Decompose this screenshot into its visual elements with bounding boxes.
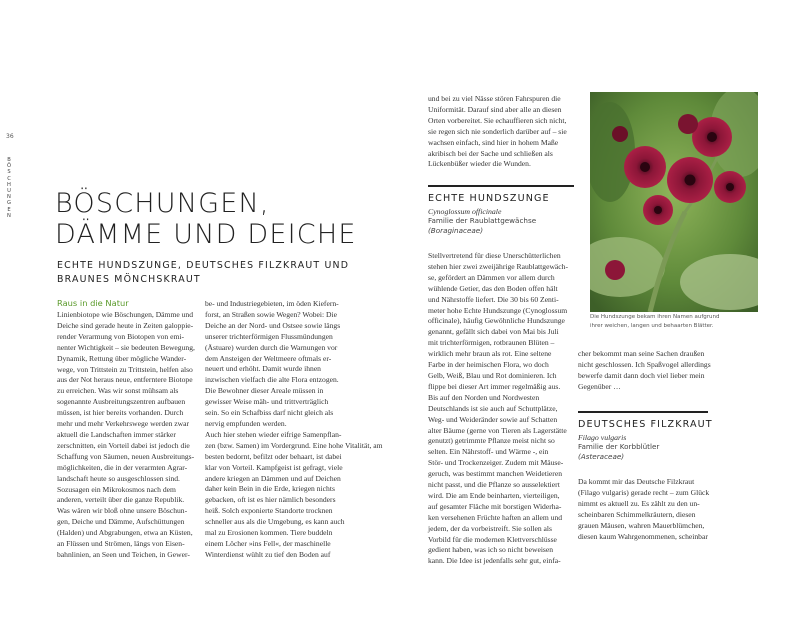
running-head-letter: U bbox=[7, 188, 11, 195]
text-line: (Halden) und Abgrabungen, etwa an Küsten, bbox=[57, 528, 193, 538]
text-line: Deiche sind gerade heute in Zeiten galoppie- bbox=[57, 320, 194, 330]
running-head-letter: S bbox=[7, 169, 11, 176]
text-line: Gelb, Weiß, Blau und Rot dominieren. Ich bbox=[428, 370, 557, 380]
running-head-letter: G bbox=[6, 200, 12, 207]
species-heading: DEUTSCHES FILZKRAUT bbox=[578, 419, 713, 430]
text-line: sogenannte Ausbreitungszentren aufbauen bbox=[57, 397, 186, 407]
text-line: wege, von Trittstein zu Trittstein, helfen also bbox=[57, 364, 193, 374]
text-line: nicht geschlossen. Ich Spaßvogel allerdings bbox=[578, 359, 711, 369]
caption-line: ihrer weichen, langen und behaarten Blätter. bbox=[590, 323, 714, 329]
text-line: Vorbild für die modernen Klettverschlüsse bbox=[428, 534, 557, 544]
text-line: geruch, was bestimmt manchen Weidetieren bbox=[428, 469, 562, 479]
text-line: Lückenbüßer wieder die Wunden. bbox=[428, 159, 531, 169]
text-line: wachsen einfach, sind hier in hohem Maße bbox=[428, 137, 559, 147]
text-line: grauen Mäusen, wahren Mauerblümchen, bbox=[578, 520, 705, 530]
species-latin-name: Filago vulgaris bbox=[578, 433, 627, 442]
family-line: (Boraginaceae) bbox=[428, 226, 484, 235]
text-line: Auch hier stehen wieder eifrige Samenpflan- bbox=[205, 429, 342, 439]
text-line: aktuell die Landschaften immer stärker bbox=[57, 429, 176, 439]
text-line: schneller aus als die Umgebung, es kann auch bbox=[205, 517, 345, 527]
text-line: daher kein Bein in die Erde, kriegen nichts bbox=[205, 484, 335, 494]
text-line: inzwischen vielfach die alte Flora entzogen. bbox=[205, 375, 339, 385]
title-line: BÖSCHUNGEN, bbox=[55, 188, 270, 219]
text-column-4-top bbox=[578, 349, 711, 393]
text-line: mal zu Erosionen kommen. Tiere buddeln bbox=[205, 528, 333, 538]
text-line: flippe bei dieser Art immer regelmäßig aus. bbox=[428, 381, 561, 391]
text-line: wirklich mehr braun als rot. Eine seltene bbox=[428, 349, 552, 359]
text-line: alter Bäume (gerne von Tieren als Lagerstätte bbox=[428, 425, 567, 435]
text-line: selten. Ein Nährstoff- und Wärme -, ein bbox=[428, 447, 549, 457]
running-head-letter: N bbox=[7, 212, 11, 219]
species-heading: ECHTE HUNDSZUNGE bbox=[428, 193, 550, 204]
running-head-letter: B bbox=[7, 157, 11, 163]
text-line: heiß. Solch exponierte Standorte trocknen bbox=[205, 506, 333, 516]
species-family bbox=[578, 442, 728, 462]
title-line: DÄMME UND DEICHE bbox=[55, 219, 357, 250]
text-line: Schaffung von Säumen, neuen Ausbreitungs- bbox=[57, 451, 195, 461]
text-line: jedem, der da vorbeistreift. Sie sollen als bbox=[428, 523, 552, 533]
text-line: sein. So ein Schafbiss darf nicht gleich als bbox=[205, 408, 334, 418]
text-column-3-bottom bbox=[428, 251, 574, 567]
section-heading: Raus in die Natur bbox=[57, 298, 129, 308]
species-latin-name: Cynoglossum officinale bbox=[428, 207, 502, 216]
text-line: zen (bzw. Samen) im Vordergrund. Eine hohe Vitalität, am bbox=[205, 440, 383, 450]
text-line: einem Löcher »ins Fell«, der maschinelle bbox=[205, 538, 331, 548]
text-line: wird. Die am Ende beinharten, vierteiligen, bbox=[428, 490, 560, 500]
family-line: Familie der Raublattgewächse bbox=[428, 216, 537, 225]
text-line: zerschnitten, ein Vorteil dabei ist jedoch die bbox=[57, 440, 190, 450]
text-column-4-bottom bbox=[578, 477, 708, 542]
running-head-letter: C bbox=[7, 175, 11, 182]
text-line: Orten vorbereitet. Sie echauffieren sich nicht, bbox=[428, 115, 567, 125]
text-line: (Filago vulgaris) gerade recht – zum Glück bbox=[578, 487, 710, 497]
text-line: be- und Industriegebieten, im öden Kiefern- bbox=[205, 299, 339, 308]
text-line: nervig empfunden werden. bbox=[205, 418, 287, 428]
box-rule bbox=[578, 411, 708, 413]
text-line: besten bedornt, befilzt oder behaart, ist dabei bbox=[205, 451, 342, 461]
text-line: mehr und mehr Verkehrswege werden zwar bbox=[57, 419, 190, 429]
running-head bbox=[5, 157, 13, 219]
text-line: nenter Wichtigkeit – sie bedeuten Bewegung, bbox=[57, 342, 195, 352]
text-line: möglichkeiten, die in der verarmten Agrar- bbox=[57, 462, 188, 472]
text-line: landschaft heute so ausgeschlossen sind. bbox=[57, 473, 180, 483]
text-line: unserer trichterförmigen Flussmündungen bbox=[205, 331, 333, 341]
text-line: (Ästuare) wurden durch die Warnungen vor bbox=[205, 342, 338, 352]
text-line: Die Bewohner dieser Areale müssen in bbox=[205, 386, 324, 396]
text-line: und Nährstoffe liefert. Die 30 bis 60 Zenti- bbox=[428, 294, 559, 304]
text-line: gebacken, oft ist es hier nämlich besonders bbox=[205, 495, 336, 505]
subtitle-line: BRAUNES MÖNCHSKRAUT bbox=[57, 273, 201, 285]
species-box-filzkraut bbox=[578, 419, 728, 462]
text-line: Stellvertretend für diese Unerschütterlichen bbox=[428, 251, 561, 260]
text-line: Da kommt mir das Deutsche Filzkraut bbox=[578, 477, 695, 486]
text-column-3-top bbox=[428, 94, 574, 170]
text-line: Uniformität. Darauf sind aber alle an diesen bbox=[428, 104, 562, 114]
species-box-hundszunge bbox=[428, 193, 578, 236]
page-number: 36 bbox=[6, 133, 14, 140]
photo-caption bbox=[590, 313, 762, 331]
text-line: Was wären wir bloß ohne unsere Böschun- bbox=[57, 506, 188, 516]
text-line: Bis auf den Norden und Nordwesten bbox=[428, 392, 540, 402]
text-line: scheinbaren Schimmelkräutern, diesen bbox=[578, 509, 696, 519]
text-line: render Verarmung von Biotopen von emi- bbox=[57, 331, 185, 341]
text-line: an Flüssen und Strömen, längs von Eisen- bbox=[57, 539, 185, 549]
text-line: gedient haben, was ich so nicht beweisen bbox=[428, 545, 554, 555]
family-line: Familie der Korbblütler bbox=[578, 442, 660, 451]
text-line: wühlende Getier, das den Boden offen hält bbox=[428, 283, 558, 293]
species-family bbox=[428, 216, 578, 236]
text-line: dem Ansteigen der Weltmeere oftmals er- bbox=[205, 353, 332, 363]
text-line: mit trichterförmigen, rotbraunen Blüten – bbox=[428, 338, 555, 348]
text-line: aus der Not heraus neue, entferntere Biotope bbox=[57, 375, 193, 385]
text-line: nicht passt, und die Pflanze so ausselektiert bbox=[428, 480, 560, 490]
text-line: müssen, ist hier bereits vorhanden. Durch bbox=[57, 408, 184, 418]
text-line: genutzt) getrimmte Pflanze meist nicht so bbox=[428, 436, 555, 446]
text-line: Stör- und Trockenzeiger. Zudem mit Mäuse- bbox=[428, 458, 564, 468]
hundszunge-photo bbox=[590, 92, 758, 312]
text-line: Deiche an der Nord- und Ostsee sowie längs bbox=[205, 320, 341, 330]
chapter-subtitle bbox=[57, 259, 397, 286]
text-line: Deutschlands ist sie auch auf Schuttplätze, bbox=[428, 403, 558, 413]
text-line: forst, an Straßen sowie Wegen? Wobei: Die bbox=[205, 309, 337, 319]
text-line: cher bekommt man seine Sachen draußen bbox=[578, 349, 705, 358]
text-line: Sozusagen ein Mikrokosmos nach dem bbox=[57, 484, 176, 494]
text-line: akribisch bei der Sache und schließen als bbox=[428, 148, 553, 158]
text-line: Farbe in der heimischen Flora, wo doch bbox=[428, 360, 549, 370]
text-line: Dynamik, Rettung über mögliche Wander- bbox=[57, 353, 187, 363]
running-head-letter: N bbox=[7, 194, 11, 201]
text-line: nimmt es aktuell zu. Es zählt zu den un- bbox=[578, 498, 700, 508]
text-line: und bei zu viel Nässe stören Fahrspuren die bbox=[428, 94, 561, 103]
text-line: genannt, gefällt sich dabei von Mai bis Juli bbox=[428, 327, 559, 337]
text-line: gen, Deiche und Dämme, Aufschüttungen bbox=[57, 517, 185, 527]
box-rule bbox=[428, 185, 574, 187]
text-line: zu erreichen. Was wir sonst mühsam als bbox=[57, 386, 179, 396]
text-line: bahnlinien, an Seen und Teichen, in Gewer- bbox=[57, 549, 190, 559]
subtitle-line: ECHTE HUNDSZUNGE, DEUTSCHES FILZKRAUT UND bbox=[57, 260, 350, 271]
running-head-letter: Ö bbox=[6, 163, 12, 170]
text-line: Winterdienst wühlt zu tief den Boden auf bbox=[205, 549, 331, 559]
text-line: klar von Vorteil. Kampfgeist ist gefragt, viele bbox=[205, 462, 343, 472]
family-line: (Asteraceae) bbox=[578, 452, 625, 461]
text-line: andere kriegen an Dämmen und auf Deichen bbox=[205, 473, 341, 483]
text-line: Weg- und Weideränder sowie auf Schatten bbox=[428, 414, 558, 424]
text-line: bewerfe damit dann doch viel lieber mein bbox=[578, 370, 705, 380]
text-line: auf gesamter Fläche mit borstigen Widerha- bbox=[428, 501, 562, 511]
text-line: Gegenüber … bbox=[578, 381, 621, 391]
text-line: stehen hier zwei zweijährige Raublattgewäch- bbox=[428, 261, 568, 271]
text-line: anderen, verteilt über die ganze Republik. bbox=[57, 495, 185, 505]
text-line: gewisser Weise mäh- und trittverträglich bbox=[205, 397, 329, 407]
text-column-1 bbox=[57, 310, 195, 561]
text-line: Linienbiotope wie Böschungen, Dämme und bbox=[57, 310, 194, 319]
text-line: diesen kaum Wahrgenommenen, scheinbar bbox=[578, 531, 708, 541]
running-head-letter: E bbox=[7, 206, 11, 213]
running-head-letter: H bbox=[7, 181, 11, 188]
text-line: sie regen sich nie sonderlich darüber auf – sie bbox=[428, 126, 567, 136]
text-line: kann. Die Idee ist jedenfalls sehr gut, einfa- bbox=[428, 556, 561, 566]
flower-illustration bbox=[590, 92, 758, 312]
text-line: meter hohe Echte Hundszunge (Cynoglossum bbox=[428, 305, 568, 315]
text-line: neuert und erhöht. Damit wurde ihnen bbox=[205, 364, 321, 374]
text-line: se, gefördert an Dämmen vor allem durch bbox=[428, 272, 555, 282]
text-column-2 bbox=[205, 299, 383, 561]
caption-line: Die Hundszunge bekam ihren Namen aufgrund bbox=[590, 314, 720, 320]
text-line: officinale), häufig Gewöhnliche Hundszunge bbox=[428, 316, 565, 326]
chapter-title bbox=[55, 188, 415, 250]
text-line: ken versehenen Früchte haften an allem und bbox=[428, 512, 563, 522]
